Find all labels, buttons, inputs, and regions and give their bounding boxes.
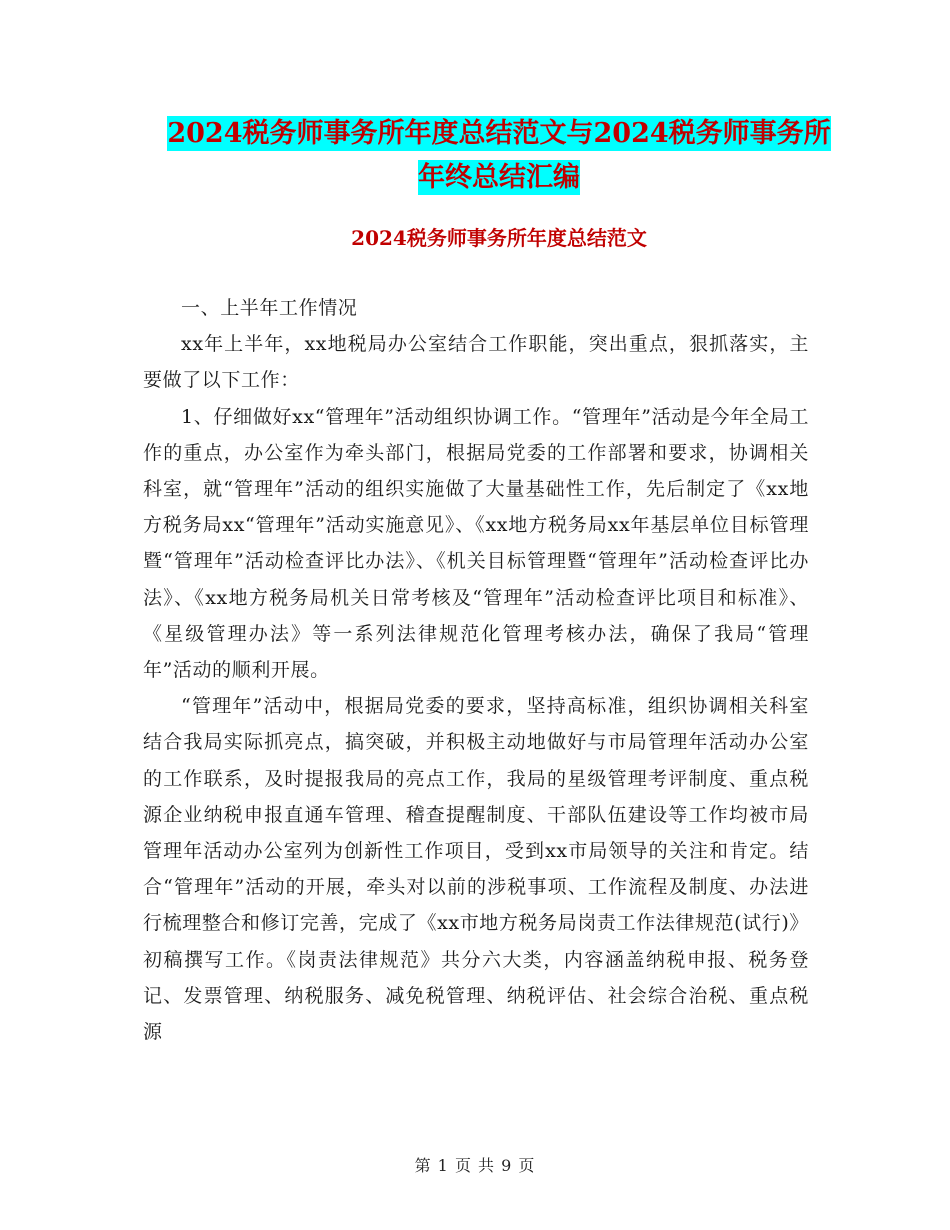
document-title [140, 112, 858, 200]
page-number-footer: 第 1 页 共 9 页 [414, 1156, 536, 1175]
paragraph: “管理年”活动中，根据局党委的要求，坚持高标准，组织协调相关科室结合我局实际抓亮点，搞突破，并积极主动地做好与市局管理年活动办公室的工作联系，及时提报我局的亮点工作，我局的星级管理考评制度、重点税源企业纳税申报直通车管理、稽查提醒制度、干部队伍建设等工作均被市局管理年活动办公室列为创新性工作项目，受到xx市局领导的关注和肯定。结合“管理年”活动的开展，牵头对以前的涉税事项、工作流程及制度、办法进行梳理整合和修订完善，完成了《xx市地方税务局岗责工作法律规范(试行)》初稿撰写工作。《岗责法律规范》共分六大类，内容涵盖纳税申报、税务登记、发票管理、纳税服务、减免税管理、纳税评估、社会综合治税、重点税源 [143, 695, 809, 1044]
section-title: 2024税务师事务所年度总结范文 [351, 226, 647, 250]
title-line-1: 2024税务师事务所年度总结范文与2024税务师事务所 [167, 118, 831, 149]
paragraph: 1、仔细做好xx“管理年”活动组织协调工作。“管理年”活动是今年全局工作的重点，办公室作为牵头部门，根据局党委的工作部署和要求，协调相关科室，就“管理年”活动的组织实施做了大量基础性工作，先后制定了《xx地方税务局xx“管理年”活动实施意见》、《xx地方税务局xx年基层单位目标管理暨“管理年”活动检查评比办法》、《机关目标管理暨“管理年”活动检查评比办法》、《xx地方税务局机关日常考核及“管理年”活动检查评比项目和标准》、《星级管理办法》等一系列法律规范化管理考核办法，确保了我局“管理年”活动的顺利开展。 [143, 405, 809, 682]
title-line-2: 年终总结汇编 [418, 162, 580, 193]
paragraph: xx年上半年，xx地税局办公室结合工作职能，突出重点，狠抓落实，主要做了以下工作： [143, 333, 809, 392]
body-text [143, 290, 809, 1050]
paragraph: 一、上半年工作情况 [181, 297, 358, 319]
